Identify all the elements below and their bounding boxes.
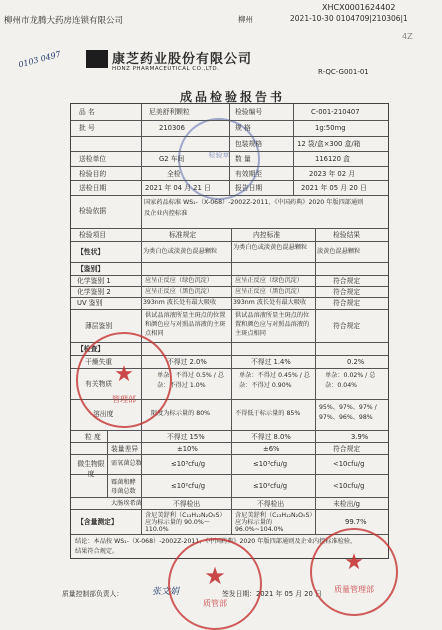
value-quantity: 116120 盒 bbox=[315, 155, 350, 163]
stamp-right-label: 质量管理部 bbox=[334, 585, 374, 594]
ident-internal-2: 应呈正反应（黑色沉淀） bbox=[235, 288, 304, 295]
handwritten-number: 0103 0497 bbox=[17, 49, 62, 70]
label-product: 品 名 bbox=[79, 108, 95, 116]
ident-item-3: UV 鉴别 bbox=[77, 299, 103, 307]
value-product: 尼美舒利颗粒 bbox=[149, 108, 190, 116]
col-item: 检验项目 bbox=[79, 231, 107, 239]
company-logo bbox=[86, 48, 270, 76]
ident-std-1: 应呈正反应（绿色沉淀） bbox=[145, 277, 214, 284]
label-spec: 规 格 bbox=[235, 124, 251, 132]
micro-std-3: 不得检出 bbox=[173, 500, 201, 508]
check-result-2: 单杂：0.02% / 总杂：0.04% bbox=[325, 372, 376, 389]
check-std-4: 不得过 15% bbox=[167, 433, 205, 441]
check-std-5: ±10% bbox=[177, 445, 198, 453]
label-submit-date: 送检日期 bbox=[79, 184, 107, 192]
ident-internal-1: 应呈正反应（绿色沉淀） bbox=[235, 277, 304, 284]
inspection-table bbox=[70, 103, 389, 559]
margin-mark: 4Z bbox=[402, 32, 413, 41]
date-code: 2021-10-30 0104709|210306|1 bbox=[290, 14, 408, 23]
stamp-left-lower-label: 质管部 bbox=[203, 599, 227, 608]
ident-item-1: 化学鉴别 1 bbox=[77, 277, 111, 285]
micro-item-2: 霉菌和酵母菌总数 bbox=[111, 479, 136, 495]
ident-item-2: 化学鉴别 2 bbox=[77, 288, 111, 296]
check-item-1: 干燥失重 bbox=[85, 358, 113, 366]
check-result-1: 0.2% bbox=[347, 358, 365, 366]
city-label: 柳州 bbox=[238, 15, 253, 24]
check-internal-3: 不得低于标示量的 85% bbox=[235, 410, 301, 417]
stamp-right bbox=[310, 528, 398, 616]
check-internal-5: ±6% bbox=[263, 445, 280, 453]
traits-std: 为类白色或淡黄色混悬颗粒 bbox=[143, 248, 218, 255]
issue-date: 签发日期：2021 年 05 月 20 日 bbox=[222, 590, 322, 598]
assay-std: 含尼美舒利（C₁₃H₁₂N₂O₅S）应为标示量的 90.0%～110.0% bbox=[145, 512, 226, 533]
label-purpose: 检验目的 bbox=[79, 170, 107, 178]
ident-internal-3: 393nm 波长处有最大吸收 bbox=[233, 299, 307, 306]
check-header: 【检查】 bbox=[77, 345, 105, 353]
micro-std-2: ≤10²cfu/g bbox=[171, 482, 206, 490]
value-report-date: 2021 年 05 月 20 日 bbox=[301, 184, 367, 192]
micro-item-1: 需氧菌总数 bbox=[111, 460, 142, 467]
check-item-5: 装量差异 bbox=[111, 445, 139, 453]
check-internal-4: 不得过 8.0% bbox=[251, 433, 291, 441]
ident-header: 【鉴别】 bbox=[77, 265, 105, 273]
report-title: 成品检验报告书 bbox=[180, 90, 286, 104]
check-std-1: 不得过 2.0% bbox=[167, 358, 207, 366]
micro-result-1: <10cfu/g bbox=[333, 460, 365, 468]
micro-result-3: 未检出/g bbox=[333, 500, 360, 508]
ident-item-4: 薄层鉴别 bbox=[85, 322, 113, 330]
conclusion-line-2: 结果符合规定。 bbox=[75, 548, 119, 555]
ident-std-3: 393nm 波长处有最大吸收 bbox=[143, 299, 217, 306]
label-quantity: 数 量 bbox=[235, 155, 251, 163]
stamp-left-lower bbox=[168, 538, 262, 630]
micro-internal-3: 不得检出 bbox=[257, 500, 285, 508]
value-package: 12 袋/盒×300 盒/箱 bbox=[297, 140, 361, 148]
label-report-date: 报告日期 bbox=[235, 184, 263, 192]
assay-result: 99.7% bbox=[345, 518, 367, 526]
document-id: XHCX0001624402 bbox=[322, 3, 396, 12]
col-std: 标准规定 bbox=[169, 231, 197, 239]
label-package: 包装规格 bbox=[235, 140, 263, 148]
company-name-cn: 康芝药业股份有限公司 bbox=[112, 52, 253, 67]
value-test-no: C-001-210407 bbox=[311, 108, 360, 116]
ident-result-3: 符合规定 bbox=[333, 299, 361, 307]
traits-internal: 为类白色或淡黄色混悬颗粒 bbox=[233, 244, 308, 251]
value-batch: 210306 bbox=[159, 124, 185, 132]
value-submit-date: 2021 年 04 月 21 日 bbox=[145, 184, 211, 192]
check-result-4: 3.9% bbox=[351, 433, 369, 441]
value-expiry: 2023 年 02 月 bbox=[309, 170, 356, 178]
ident-internal-4: 供试品溶液所显主斑点的位置和颜色应与对照品溶液的主斑点相同 bbox=[235, 312, 310, 337]
doc-number: R-QC-G001-01 bbox=[318, 68, 369, 76]
micro-std-1: ≤10³cfu/g bbox=[171, 460, 206, 468]
check-item-2: 有关物质 bbox=[85, 380, 113, 388]
label-basis: 检验依据 bbox=[79, 207, 107, 215]
ident-std-4: 供试品溶液所显主斑点的位置和颜色应与对照品溶液的主斑点相同 bbox=[145, 312, 226, 337]
stamp-left-upper-label: 管理部 bbox=[112, 395, 136, 404]
company-name-en: HONZ PHARMACEUTICAL CO.,LTD. bbox=[112, 66, 220, 72]
check-internal-2: 单杂：不得过 0.45% / 总杂：不得过 0.90% bbox=[239, 372, 310, 389]
conclusion-line-1: 结论：本品按 WS₁-（X-068）-2002Z-2011、《中国药典》2020 年版四部通则及企业内控标准检验， bbox=[75, 538, 357, 545]
qc-signature: 张文娟 bbox=[152, 587, 180, 597]
blue-stamp-label: 检验章 bbox=[208, 151, 230, 159]
ident-result-4: 符合规定 bbox=[333, 322, 361, 330]
micro-item-3: 大肠埃希菌 bbox=[111, 500, 142, 507]
value-dept: G2 车间 bbox=[159, 155, 185, 163]
check-std-2: 单杂：不得过 0.5% / 总杂：不得过 1.0% bbox=[157, 372, 225, 389]
value-spec: 1g:50mg bbox=[315, 124, 346, 132]
traits-result: 淡黄色混悬颗粒 bbox=[317, 248, 361, 255]
check-item-4: 粒 度 bbox=[85, 433, 101, 441]
label-dept: 送检单位 bbox=[79, 155, 107, 163]
micro-result-2: <10cfu/g bbox=[333, 482, 365, 490]
stamp-star-icon: ★ bbox=[344, 550, 364, 575]
ident-result-2: 符合规定 bbox=[333, 288, 361, 296]
col-result: 检验结果 bbox=[333, 231, 361, 239]
check-result-3: 95%、97%、97% / 97%、96%、98% bbox=[319, 404, 377, 421]
traits-label: 【性状】 bbox=[77, 248, 105, 256]
logo-icon bbox=[86, 50, 108, 68]
basis-text-2: 及企业内控标准 bbox=[144, 210, 188, 217]
stamp-left-upper bbox=[76, 332, 172, 428]
check-std-3: 限度为标示量的 80% bbox=[151, 410, 211, 417]
stamp-star-icon: ★ bbox=[204, 562, 226, 590]
ident-std-2: 应呈正反应（黑色沉淀） bbox=[145, 288, 214, 295]
pharmacy-name: 柳州市龙腾大药房连锁有限公司 bbox=[4, 16, 124, 26]
ident-result-1: 符合规定 bbox=[333, 277, 361, 285]
qc-head-label: 质量控制部负责人： bbox=[62, 590, 124, 598]
stamp-star-icon: ★ bbox=[114, 362, 134, 387]
check-internal-1: 不得过 1.4% bbox=[251, 358, 291, 366]
micro-group-label: 微生物限度 bbox=[77, 460, 105, 478]
micro-internal-1: ≤10³cfu/g bbox=[253, 460, 288, 468]
check-item-3: 溶出度 bbox=[93, 410, 114, 418]
basis-text-1: 国家药品标准 WS₁-（X-068）-2002Z-2011、《中国药典》2020 年版四部通则 bbox=[144, 199, 364, 206]
label-expiry: 有效期至 bbox=[235, 170, 263, 178]
value-purpose: 全检 bbox=[167, 170, 181, 178]
assay-label: 【含量测定】 bbox=[77, 518, 118, 526]
label-batch: 批 号 bbox=[79, 124, 95, 132]
micro-internal-2: ≤10²cfu/g bbox=[253, 482, 288, 490]
assay-internal: 含尼美舒利（C₁₃H₁₂N₂O₅S）应为标示量的 96.0%~104.0% bbox=[235, 512, 313, 533]
col-internal: 内控标准 bbox=[253, 231, 281, 239]
label-test-no: 检验编号 bbox=[235, 108, 263, 116]
check-result-5: 符合规定 bbox=[333, 445, 361, 453]
